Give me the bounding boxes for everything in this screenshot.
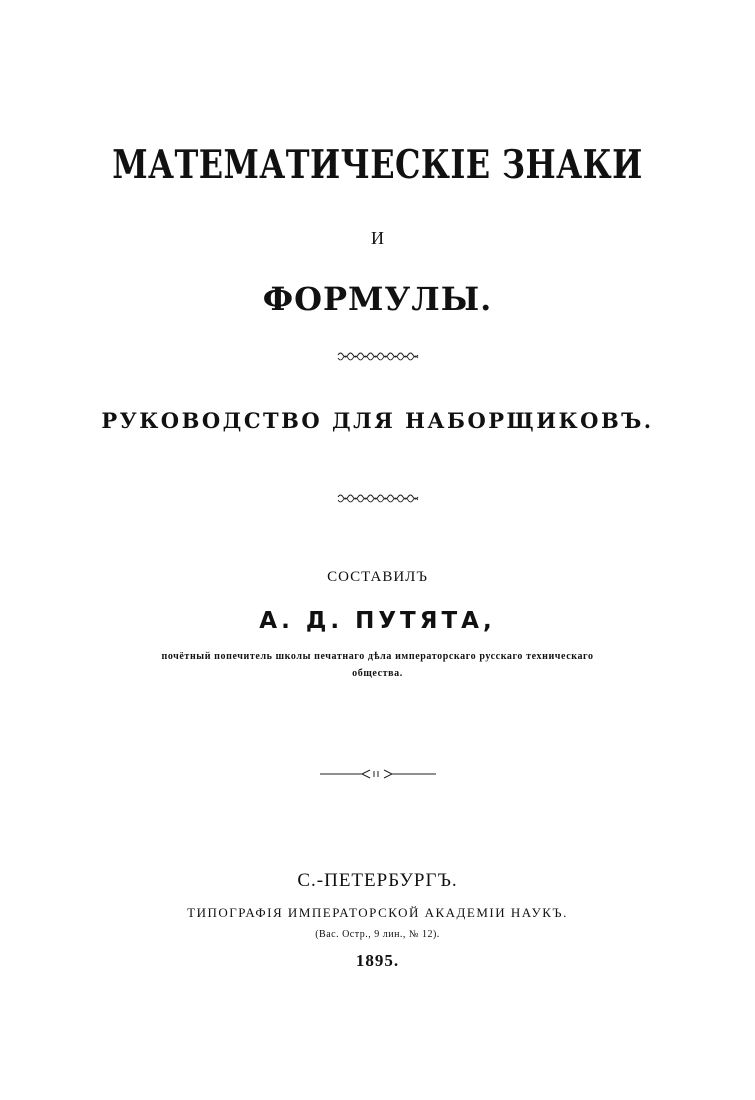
compiled-by-label: СОСТАВИЛЪ bbox=[327, 569, 428, 585]
wavy-ornament-top bbox=[0, 350, 755, 364]
arrow-rule-icon bbox=[318, 766, 438, 782]
imprint-year: 1895. bbox=[355, 951, 400, 970]
author-title-line-2: общества. bbox=[352, 668, 403, 679]
author-title-line-1: почётный попечитель школы печатнаго дѣла императорскаго русскаго техническаго bbox=[161, 651, 594, 662]
title-conjunction: И bbox=[371, 228, 384, 248]
subtitle: РУКОВОДСТВО ДЛЯ НАБОРЩИКОВЪ. bbox=[101, 408, 654, 433]
imprint-address: (Вас. Остр., 9 лин., № 12). bbox=[315, 929, 440, 940]
main-title: МАТЕМАТИЧЕСКІЕ ЗНАКИ bbox=[112, 142, 643, 188]
imprint-press: ТИПОГРАФІЯ ИМПЕРАТОРСКОЙ АКАДЕМІИ НАУКЪ. bbox=[187, 905, 568, 920]
wavy-ornament-icon bbox=[337, 492, 419, 506]
author-name: А. Д. ПУТЯТА, bbox=[259, 608, 496, 634]
sub-title: ФОРМУЛЫ. bbox=[262, 280, 493, 318]
imprint-city: С.-ПЕТЕРБУРГЪ. bbox=[297, 870, 458, 891]
wavy-ornament-bottom bbox=[0, 492, 755, 506]
arrow-rule-ornament bbox=[0, 766, 755, 782]
wavy-ornament-icon bbox=[337, 350, 419, 364]
author-title bbox=[85, 648, 670, 682]
